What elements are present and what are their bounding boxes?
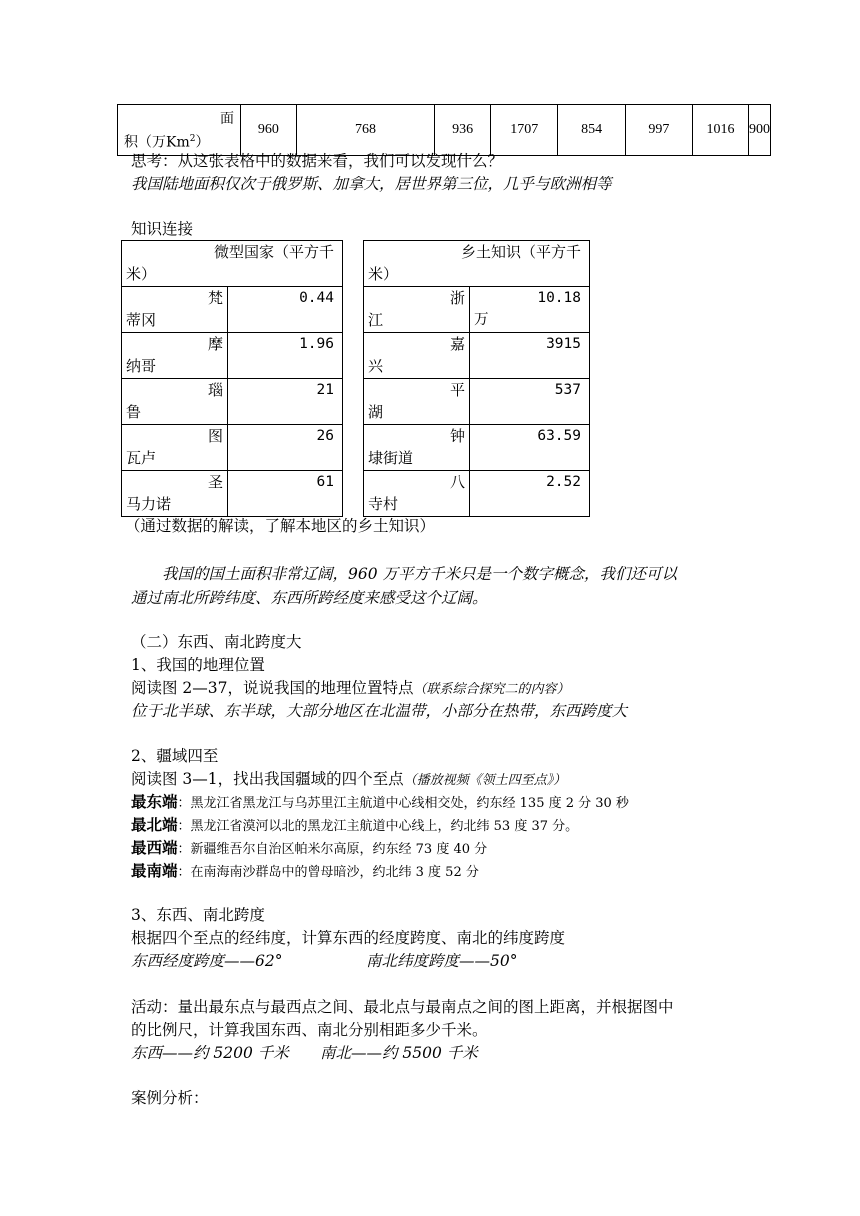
local-value: 3915: [470, 333, 590, 379]
sub3-title: 3、东西、南北跨度: [131, 906, 265, 924]
area-value-cell: 997: [625, 105, 692, 156]
table-row: [364, 471, 590, 517]
paragraph-line2: 通过南北所跨纬度、东西所跨经度来感受这个辽阔。: [131, 589, 488, 607]
local-name: 八 寺村: [364, 471, 470, 517]
micro-name: 图 瓦卢: [122, 425, 228, 471]
table-row: [364, 241, 590, 287]
activity-ew: 东西——约 5200 千米: [131, 1044, 289, 1062]
extreme-east: 最东端：黑龙江省黑龙江与乌苏里江主航道中心线相交处，约东经 135 度 2 分 30 秒: [131, 792, 629, 811]
table-row: [118, 105, 771, 156]
sub1-title: 1、我国的地理位置: [131, 656, 265, 674]
micro-header: 微型国家（平方千 米）: [122, 241, 343, 287]
sub1-answer: 位于北半球、东半球，大部分地区在北温带，小部分在热带，东西跨度大: [131, 702, 628, 720]
extreme-north: 最北端：黑龙江省漠河以北的黑龙江主航道中心线上，约北纬 53 度 37 分。: [131, 815, 579, 834]
area-value-cell: 1016: [692, 105, 748, 156]
micro-name: 梵 蒂冈: [122, 287, 228, 333]
sub2-read: 阅读图 3—1，找出我国疆域的四个至点（播放视频《领土四至点》）: [131, 770, 567, 788]
local-value: 537: [470, 379, 590, 425]
activity-ns: 南北——约 5500 千米: [320, 1044, 478, 1062]
table-row: [364, 287, 590, 333]
local-value: 63.59: [470, 425, 590, 471]
sub1-read: 阅读图 2—37，说说我国的地理位置特点（联系综合探究二的内容）: [131, 679, 570, 697]
local-name: 嘉 兴: [364, 333, 470, 379]
micro-value: 0.44: [228, 287, 343, 333]
micro-country-table: [121, 240, 343, 517]
area-value-cell: 768: [296, 105, 435, 156]
table-row: [122, 379, 343, 425]
area-value-cell: 854: [558, 105, 625, 156]
table-row: [122, 241, 343, 287]
sub3-ew: 东西经度跨度——62°: [131, 952, 283, 970]
thinking-answer: 我国陆地面积仅次于俄罗斯、加拿大，居世界第三位，几乎与欧洲相等: [131, 175, 612, 193]
thinking-question: 思考：从这张表格中的数据来看，我们可以发现什么？: [131, 152, 504, 170]
activity-line2: 的比例尺，计算我国东西、南北分别相距多少千米。: [131, 1021, 488, 1039]
local-value: 10.18 万: [470, 287, 590, 333]
area-value-cell: 1707: [490, 105, 558, 156]
sub3-text: 根据四个至点的经纬度，计算东西的经度跨度、南北的纬度跨度: [131, 929, 566, 947]
micro-value: 1.96: [228, 333, 343, 379]
sub3-ns: 南北纬度跨度——50°: [366, 952, 518, 970]
micro-name: 瑙 鲁: [122, 379, 228, 425]
micro-value: 61: [228, 471, 343, 517]
table-row: [364, 425, 590, 471]
micro-name: 圣 马力诺: [122, 471, 228, 517]
area-value-cell: 936: [435, 105, 491, 156]
row-label-line2: 积（万Km$^2$）: [124, 134, 210, 151]
sub2-title: 2、疆域四至: [131, 747, 219, 765]
extreme-west: 最西端：新疆维吾尔自治区帕米尔高原，约东经 73 度 40 分: [131, 838, 488, 857]
table-row: [364, 333, 590, 379]
area-table: [117, 104, 771, 156]
area-value-cell: 900: [749, 105, 771, 156]
local-knowledge-table: [363, 240, 590, 517]
row-label-line1: 面: [220, 111, 235, 128]
paragraph-line1: 我国的国土面积非常辽阔，960 万平方千米只是一个数字概念，我们还可以: [162, 565, 678, 583]
knowledge-note: （通过数据的解读，了解本地区的乡土知识）: [125, 517, 436, 535]
local-name: 浙 江: [364, 287, 470, 333]
table-row: [122, 333, 343, 379]
activity-line1: 活动：量出最东点与最西点之间、最北点与最南点之间的图上距离，并根据图中: [131, 998, 674, 1016]
local-name: 平 湖: [364, 379, 470, 425]
micro-value: 26: [228, 425, 343, 471]
table-row: [364, 379, 590, 425]
local-header: 乡土知识（平方千 米）: [364, 241, 590, 287]
area-value-cell: 960: [241, 105, 297, 156]
case-analysis: 案例分析：: [131, 1089, 209, 1107]
local-value: 2.52: [470, 471, 590, 517]
table-row: [122, 471, 343, 517]
table-row: [122, 425, 343, 471]
knowledge-title: 知识连接: [131, 220, 194, 238]
micro-value: 21: [228, 379, 343, 425]
section-title: （二）东西、南北跨度大: [131, 633, 302, 651]
row-label-cell: [118, 105, 241, 156]
extreme-south: 最南端：在南海南沙群岛中的曾母暗沙，约北纬 3 度 52 分: [131, 861, 479, 880]
local-name: 钟 埭街道: [364, 425, 470, 471]
table-row: [122, 287, 343, 333]
micro-name: 摩 纳哥: [122, 333, 228, 379]
